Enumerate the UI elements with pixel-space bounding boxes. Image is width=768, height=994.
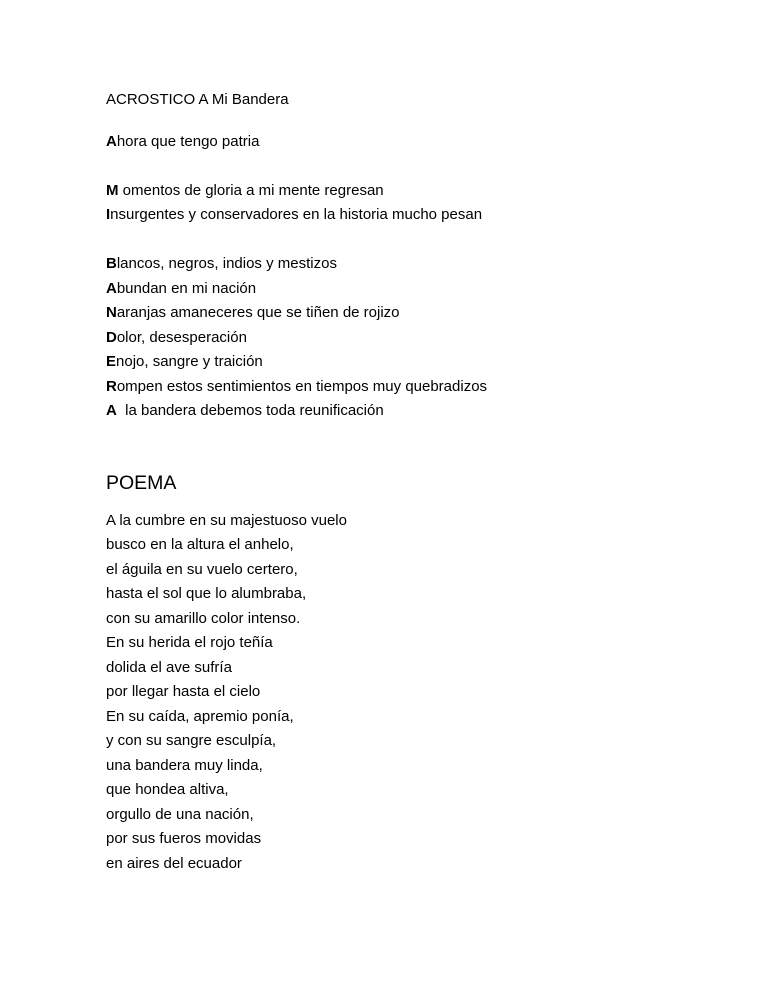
acrostic-initial: I bbox=[106, 206, 111, 223]
poem-line: con su amarillo color intenso. bbox=[106, 609, 301, 627]
poem-line: En su herida el rojo teñía bbox=[106, 634, 273, 651]
acrostic-initial: D bbox=[106, 328, 117, 346]
acrostic-line-text: omentos de gloria a mi mente regresan bbox=[118, 181, 384, 199]
document-body bbox=[106, 88, 726, 876]
acrostic-line-text: hora que tengo patria bbox=[116, 132, 260, 150]
acrostic-line-text: bundan en mi nación bbox=[116, 279, 257, 297]
poem-line: en aires del ecuador bbox=[106, 854, 242, 872]
acrostic-line-text: la bandera debemos toda reunificación bbox=[116, 402, 384, 419]
acrostic-line-text: ompen estos sentimientos en tiempos muy quebradizos bbox=[116, 377, 488, 395]
acrostic-initial: A bbox=[106, 402, 117, 419]
acrostic-initial: A bbox=[106, 132, 117, 150]
poem-body bbox=[106, 509, 726, 877]
poem-line: el águila en su vuelo certero, bbox=[106, 560, 298, 578]
acrostic-line bbox=[106, 350, 726, 375]
acrostic-line bbox=[106, 130, 726, 155]
stanza-gap bbox=[106, 228, 726, 253]
acrostic-initial: A bbox=[106, 279, 117, 297]
acrostic-line-text: olor, desesperación bbox=[116, 328, 247, 346]
acrostic-line-text: aranjas amaneceres que se tiñen de rojizo bbox=[116, 304, 400, 321]
poem-line: orgullo de una nación, bbox=[106, 805, 254, 823]
acrostic-line bbox=[106, 179, 726, 204]
poem-line: por llegar hasta el cielo bbox=[106, 683, 261, 700]
poem-line: por sus fueros movidas bbox=[106, 830, 262, 847]
poem-heading: POEMA bbox=[106, 471, 177, 494]
poem-line: hasta el sol que lo alumbraba, bbox=[106, 585, 307, 602]
acrostic-line-text: nojo, sangre y traición bbox=[116, 353, 263, 370]
poem-line: que hondea altiva, bbox=[106, 781, 229, 798]
acrostic-line-text: nsurgentes y conservadores en la historia mucho pesan bbox=[110, 206, 483, 223]
acrostic-initial: E bbox=[106, 353, 117, 370]
acrostic-initial: B bbox=[106, 255, 117, 272]
poem-line: busco en la altura el anhelo, bbox=[106, 536, 294, 553]
acrostic-line bbox=[106, 252, 726, 277]
acrostic-initial: R bbox=[106, 377, 117, 395]
poem-line: A la cumbre en su majestuoso vuelo bbox=[106, 511, 347, 529]
poem-line: y con su sangre esculpía, bbox=[106, 732, 277, 749]
acrostic-line-text: lancos, negros, indios y mestizos bbox=[116, 255, 337, 272]
acrostic-line bbox=[106, 301, 726, 326]
acrostic-poem bbox=[106, 130, 726, 424]
acrostic-line bbox=[106, 326, 726, 351]
acrostic-line bbox=[106, 375, 726, 400]
acrostic-initial: M bbox=[106, 181, 119, 199]
poem-line: dolida el ave sufría bbox=[106, 658, 232, 676]
poem-line: En su caída, apremio ponía, bbox=[106, 707, 294, 725]
acrostic-title: ACROSTICO A Mi Bandera bbox=[106, 91, 289, 108]
poem-line: una bandera muy linda, bbox=[106, 756, 263, 774]
acrostic-initial: N bbox=[106, 304, 117, 321]
acrostic-line bbox=[106, 277, 726, 302]
stanza-gap bbox=[106, 154, 726, 179]
acrostic-line bbox=[106, 203, 726, 228]
acrostic-line bbox=[106, 399, 726, 424]
